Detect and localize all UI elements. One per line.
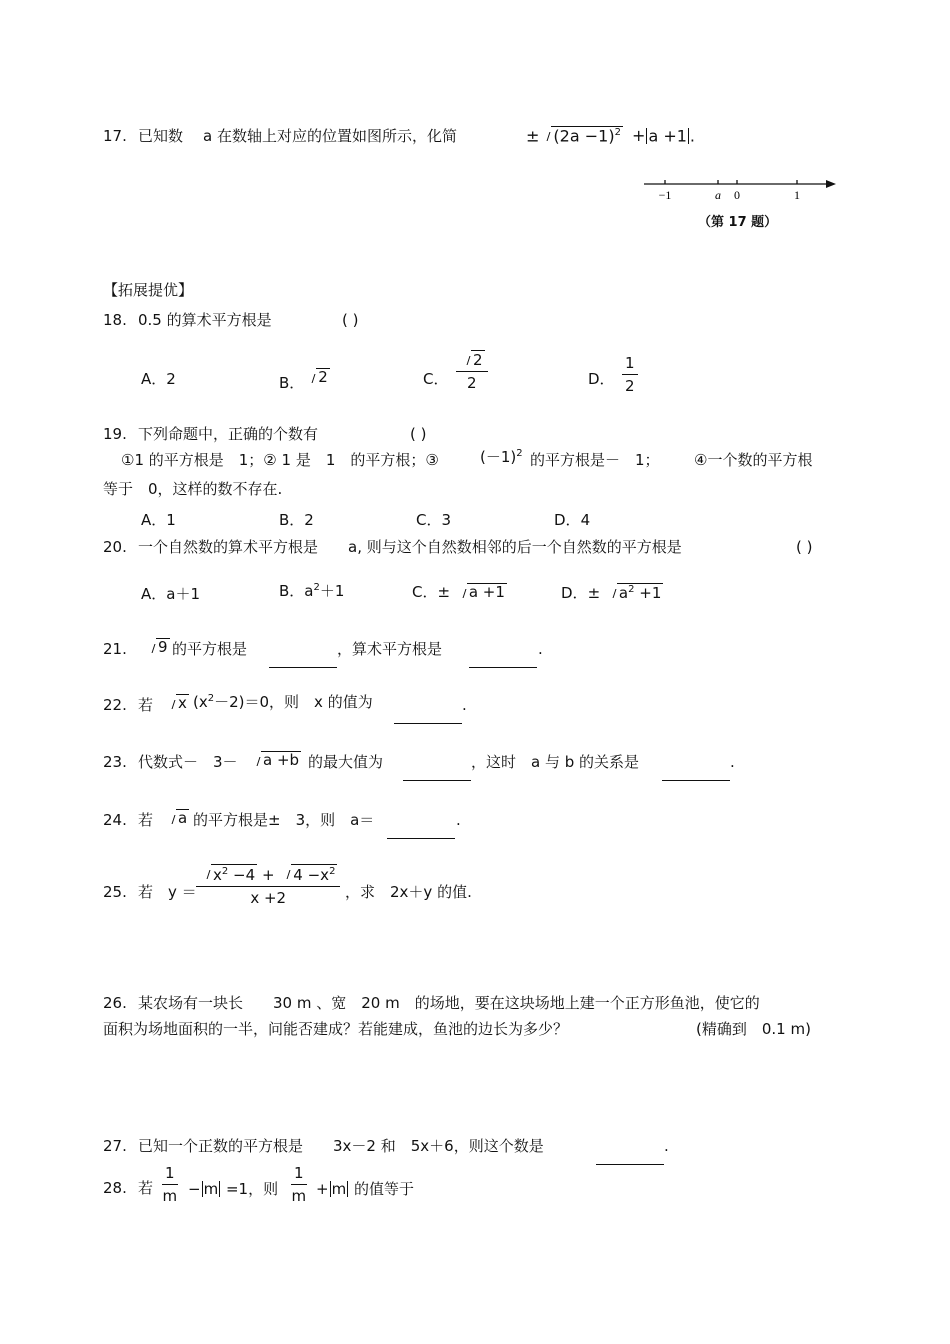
q18-option-c-fraction xyxy=(456,348,488,391)
fraction-denominator: 2 xyxy=(625,376,635,395)
q24-sqrt xyxy=(164,807,189,826)
q28-fraction-1 xyxy=(162,1165,178,1204)
expr-exponent: 2 xyxy=(516,448,523,459)
option-radicand-exp: 2 xyxy=(628,584,635,595)
q23-text-b: 的最大值为 xyxy=(308,753,384,771)
section-title: 【拓展提优】 xyxy=(103,281,194,299)
q26-number: 26. xyxy=(103,994,127,1012)
q19-line2-a: ①1 的平方根是 1；② 1 是 1 的平方根；③ xyxy=(121,451,439,469)
q17-end: . xyxy=(689,126,696,146)
q24-end: . xyxy=(456,811,461,829)
q19-option-b xyxy=(279,513,314,528)
abs-bar xyxy=(347,1181,348,1197)
expr-exponent: 2 xyxy=(207,693,215,704)
q23-number: 23. xyxy=(103,753,127,771)
q17-number-line xyxy=(640,172,840,206)
option-value: a＋1 xyxy=(166,585,201,603)
q24-number: 24. xyxy=(103,811,127,829)
q18-option-d-fraction xyxy=(622,355,638,394)
q23-blank-2[interactable] xyxy=(662,769,730,784)
fraction-denominator: x +2 xyxy=(250,888,287,907)
q20-number: 20. xyxy=(103,538,127,556)
radicand-base: 4 −x xyxy=(293,866,330,884)
fraction-numerator: 1 xyxy=(162,1165,178,1185)
sqrt-symbol xyxy=(144,636,170,655)
axis-label-1: 1 xyxy=(794,188,800,202)
q23-text-a: 代数式－ 3－ xyxy=(138,753,238,771)
q20-option-c xyxy=(412,581,507,600)
q21-blank-1[interactable] xyxy=(269,656,337,671)
q17-sqrt xyxy=(539,124,623,144)
sqrt-symbol xyxy=(605,581,663,601)
radicand-rest: −4 xyxy=(228,866,256,884)
q27-blank[interactable] xyxy=(596,1153,664,1168)
sqrt-symbol xyxy=(249,749,301,768)
q19-line3: 等于 0，这样的数不存在. xyxy=(103,480,283,498)
radicand: 9 xyxy=(158,638,168,656)
axis-arrow xyxy=(826,180,836,188)
expr-b: －2)＝0，则 x 的值为 xyxy=(214,693,373,711)
q21-end: . xyxy=(538,640,543,658)
radicand-base: x xyxy=(213,866,222,884)
q21-sqrt xyxy=(144,636,170,655)
q28-expr-2 xyxy=(316,1181,414,1197)
q20-text: 一个自然数的算术平方根是 a, 则与这个自然数相邻的后一个自然数的平方根是 xyxy=(138,538,682,556)
abs-value: m xyxy=(331,1180,347,1198)
option-pm: ± xyxy=(587,584,601,602)
option-letter: A． xyxy=(141,370,167,388)
q21-number: 21. xyxy=(103,640,127,658)
q17-plus: + xyxy=(632,126,646,146)
fraction-numerator: 1 xyxy=(622,355,638,375)
q25-number: 25. xyxy=(103,883,127,901)
radicand: a xyxy=(178,809,188,827)
option-base: a xyxy=(304,582,314,600)
q17-number: 17. xyxy=(103,127,127,145)
q17-abs-value: a +1 xyxy=(648,126,687,146)
q20-option-a xyxy=(141,587,200,602)
q17-radicand: (2a −1 xyxy=(553,126,609,146)
option-value: 3 xyxy=(441,511,452,529)
option-letter: D． xyxy=(561,584,588,602)
q23-sqrt xyxy=(249,749,301,768)
q23-text-c: ，这时 a 与 b 的关系是 xyxy=(471,753,640,771)
equals-then: =1，则 xyxy=(225,1180,279,1198)
q19-option-c xyxy=(416,513,451,528)
q22-expr xyxy=(193,694,373,710)
fraction-numerator xyxy=(196,862,340,887)
q19-option-d xyxy=(554,513,590,528)
option-letter: B． xyxy=(279,511,305,529)
q17-close-paren: ) xyxy=(608,126,615,146)
option-value: 1 xyxy=(166,511,176,529)
option-radicand-base: a xyxy=(618,584,629,602)
q17-caption: （第 17 题） xyxy=(698,215,778,230)
q18-option-c-letter: C． xyxy=(423,370,449,388)
q24-text-a: 的平方根是± 3，则 a＝ xyxy=(193,811,375,829)
radicand: x xyxy=(178,694,187,712)
q17-text-b: a 在数轴上对应的位置如图所示，化简 xyxy=(203,127,457,145)
q25-fraction xyxy=(196,862,340,906)
q22-blank[interactable] xyxy=(394,712,462,727)
q19-paren: ( ) xyxy=(410,425,427,443)
option-letter: B． xyxy=(279,582,305,600)
q26-line1: 某农场有一块长 30 m 、宽 20 m 的场地，要在这块场地上建一个正方形鱼池，使它的 xyxy=(138,994,760,1012)
q18-option-a xyxy=(141,372,176,387)
fraction-denominator: m xyxy=(162,1186,178,1205)
q25-lead: 若 y ＝ xyxy=(138,883,197,901)
option-value: 2 xyxy=(166,370,176,388)
option-letter: A． xyxy=(141,585,167,603)
q18-text: 0.5 的算术平方根是 xyxy=(138,311,272,329)
option-pm: ± xyxy=(437,583,451,601)
q27-end: . xyxy=(664,1137,669,1155)
option-exponent: 2 xyxy=(313,582,320,593)
plus: + xyxy=(261,866,275,884)
fraction-numerator: 2 xyxy=(473,351,483,369)
sqrt-symbol xyxy=(455,581,507,600)
q22-lead: 若 xyxy=(138,696,154,714)
q17-expression xyxy=(526,124,695,144)
option-radicand: 2 xyxy=(318,368,328,386)
sqrt-symbol xyxy=(164,807,189,826)
q19-option-a xyxy=(141,513,176,528)
q28-fraction-2 xyxy=(291,1165,307,1204)
q25-text: ，求 2x＋y 的值. xyxy=(345,883,472,901)
q20-option-b xyxy=(279,583,344,599)
q24-blank[interactable] xyxy=(387,827,455,842)
q23-blank-1[interactable] xyxy=(403,769,471,784)
q28-number: 28. xyxy=(103,1179,127,1197)
sqrt-symbol xyxy=(199,862,257,884)
radicand-exp: 2 xyxy=(221,866,229,877)
q18-option-d-letter: D． xyxy=(588,370,615,388)
option-letter: A． xyxy=(141,511,167,529)
abs-bar xyxy=(202,1181,203,1197)
q18-option-b xyxy=(279,366,330,391)
q17-text-a: 已知数 xyxy=(138,127,184,145)
expr-base: (－1) xyxy=(480,448,517,466)
option-letter: B． xyxy=(279,374,305,392)
option-radicand-rest: +1 xyxy=(634,584,662,602)
expr-a: (x xyxy=(193,693,208,711)
abs-bar xyxy=(688,128,689,144)
abs-value: m xyxy=(203,1180,219,1198)
option-radicand: a +1 xyxy=(468,583,505,601)
q21-blank-2[interactable] xyxy=(469,656,537,671)
q22-end: . xyxy=(462,696,467,714)
axis-label-a: a xyxy=(715,188,721,202)
option-value: 2 xyxy=(304,511,314,529)
minus: − xyxy=(188,1180,201,1198)
q22-sqrt xyxy=(164,692,189,711)
sqrt-symbol xyxy=(459,348,485,369)
q27-text: 已知一个正数的平方根是 3x－2 和 5x＋6，则这个数是 xyxy=(138,1137,544,1155)
q19-line2-d: ④一个数的平方根 xyxy=(694,451,813,469)
q23-end: . xyxy=(730,753,735,771)
q19-line2-c: 的平方根是－ 1； xyxy=(530,451,660,469)
q26-note: (精确到 0.1 m) xyxy=(696,1020,811,1038)
q21-text-a: 的平方根是 xyxy=(172,640,248,658)
fraction-denominator: 2 xyxy=(467,373,477,392)
q26-line2: 面积为场地面积的一半，问能否建成？若能建成，鱼池的边长为多少？ xyxy=(103,1020,569,1038)
axis-label-0: 0 xyxy=(734,188,740,202)
option-letter: D． xyxy=(554,511,581,529)
option-letter: C． xyxy=(416,511,442,529)
q19-number: 19. xyxy=(103,425,127,443)
q17-exponent: 2 xyxy=(614,127,621,138)
q17-pm: ± xyxy=(526,126,540,146)
sqrt-symbol xyxy=(304,366,330,385)
fraction-numerator: 1 xyxy=(291,1165,307,1185)
q20-option-d xyxy=(561,581,663,601)
radicand: a +b xyxy=(263,751,300,769)
q19-line2-b xyxy=(480,449,523,465)
q19-text: 下列命题中，正确的个数有 xyxy=(138,425,319,443)
sqrt-symbol xyxy=(279,862,337,884)
option-rest: ＋1 xyxy=(319,582,345,600)
plus: + xyxy=(316,1180,329,1198)
q20-paren: ( ) xyxy=(796,538,813,556)
q27-number: 27. xyxy=(103,1137,127,1155)
axis-label-minus-1: −1 xyxy=(658,188,672,202)
option-value: 4 xyxy=(580,511,591,529)
abs-bar xyxy=(330,1181,331,1197)
q28-expr-1 xyxy=(188,1181,278,1197)
abs-bar xyxy=(219,1181,220,1197)
q28-lead: 若 xyxy=(138,1179,154,1197)
q22-number: 22. xyxy=(103,696,127,714)
q18-number: 18. xyxy=(103,311,127,329)
q21-text-b: ，算术平方根是 xyxy=(337,640,443,658)
radicand-exp: 2 xyxy=(329,866,336,877)
option-letter: C． xyxy=(412,583,438,601)
q18-paren: ( ) xyxy=(342,311,359,329)
q24-lead: 若 xyxy=(138,811,154,829)
q28-tail: 的值等于 xyxy=(353,1180,414,1198)
fraction-denominator: m xyxy=(291,1186,307,1205)
sqrt-symbol xyxy=(164,692,189,711)
